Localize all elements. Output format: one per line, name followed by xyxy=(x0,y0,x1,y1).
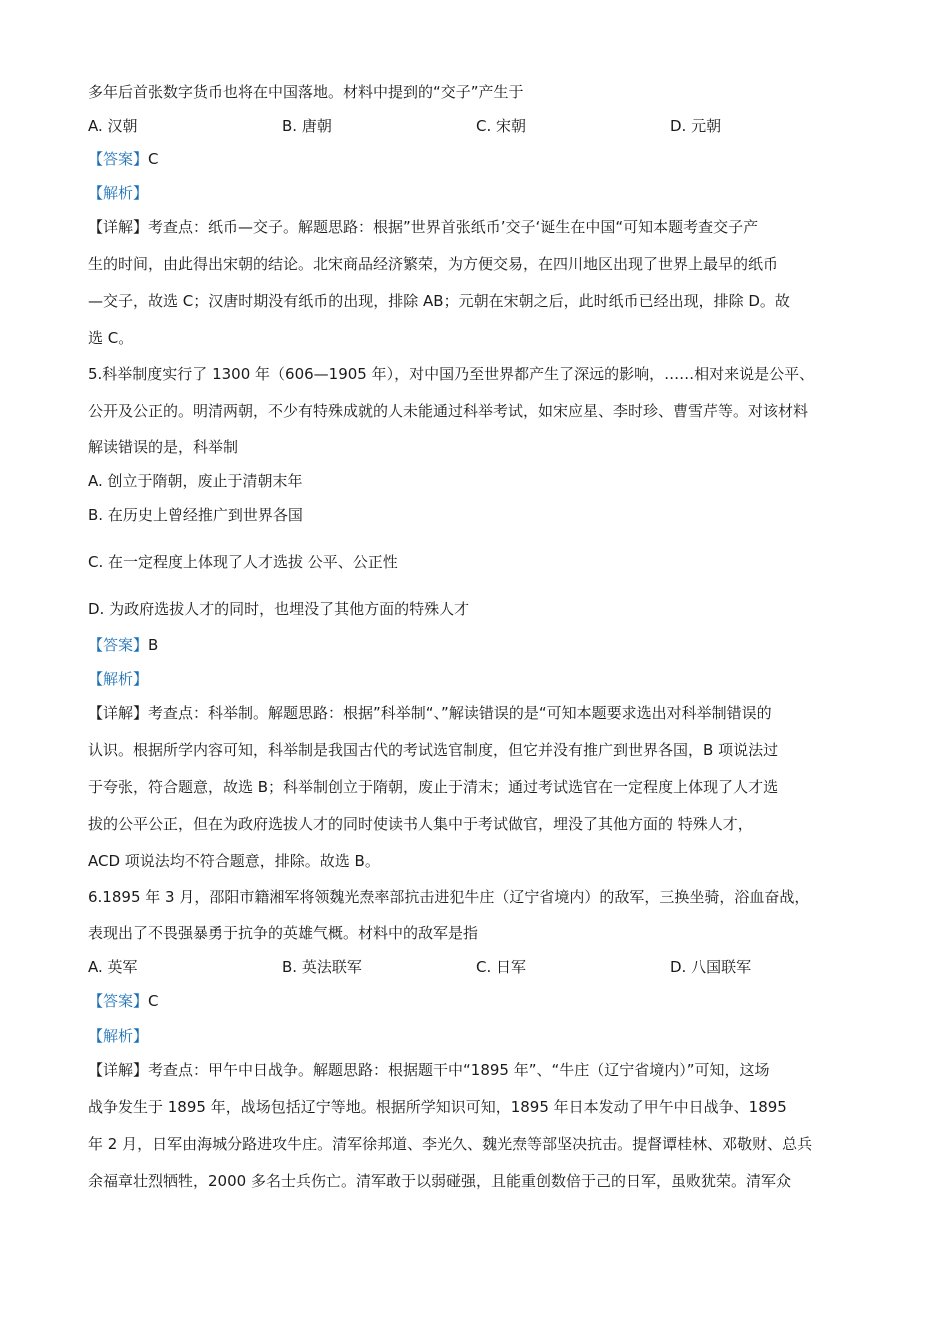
answer-value: C xyxy=(148,150,159,168)
q6-detail-line: 余福章壮烈牺牲，2000 多名士兵伤亡。清军敢于以弱碰强，且能重创数倍于己的日军，虽败犹荣。清军众 xyxy=(88,1172,791,1190)
q4-option-c: C. 宋朝 xyxy=(476,117,527,135)
detail-tag: 【详解】 xyxy=(88,704,149,722)
q6-detail-line: 年 2 月，日军由海城分路进攻牛庄。清军徐邦道、李光久、魏光焘等部坚决抗击。提督谭桂林、邓敬财、总兵 xyxy=(88,1135,813,1153)
q4-option-a: A. 汉朝 xyxy=(88,117,138,135)
answer-value: B xyxy=(148,636,159,654)
detail-text: 考查点：纸币—交子。解题思路：根据”世界首张纸币’交子‘诞生在中国“可知本题考查交子产 xyxy=(148,218,759,236)
answer-tag: 【答案】 xyxy=(88,636,149,654)
q6-option-c: C. 日军 xyxy=(476,958,527,976)
answer-value: C xyxy=(148,992,159,1010)
detail-text: 考查点：甲午中日战争。解题思路：根据题干中“1895 年”、“牛庄（辽宁省境内）”可知，这场 xyxy=(148,1061,770,1079)
answer-tag: 【答案】 xyxy=(88,992,149,1010)
q6-detail-line: 战争发生于 1895 年，战场包括辽宁等地。根据所学知识可知，1895 年日本发动了甲午中日战争、1895 xyxy=(88,1098,787,1116)
detail-text: 考查点：科举制。解题思路：根据”科举制“、”解读错误的是“可知本题要求选出对科举制错误的 xyxy=(148,704,772,722)
q6-option-d: D. 八国联军 xyxy=(670,958,752,976)
q4-answer xyxy=(88,149,872,169)
q6-option-b: B. 英法联军 xyxy=(282,958,362,976)
q6-option-a: A. 英军 xyxy=(88,958,138,976)
q4-detail-line: 生的时间，由此得出宋朝的结论。北宋商品经济繁荣，为方便交易，在四川地区出现了世界上最早的纸币 xyxy=(88,255,779,273)
q4-option-d: D. 元朝 xyxy=(670,117,722,135)
q6-stem-line: 表现出了不畏强暴勇于抗争的英雄气概。材料中的敌军是指 xyxy=(88,924,479,942)
q5-stem-line: 公开及公正的。明清两朝，不少有特殊成就的人未能通过科举考试，如宋应星、李时珍、曹雪芹等。对该材料 xyxy=(88,402,809,420)
q5-analysis-tag: 【解析】 xyxy=(88,670,149,688)
q5-detail-line: ACD 项说法均不符合题意，排除。故选 B。 xyxy=(88,852,380,870)
q4-detail-line: 选 C。 xyxy=(88,329,134,347)
q6-stem-line: 6.1895 年 3 月，邵阳市籍湘军将领魏光焘率部抗击进犯牛庄（辽宁省境内）的敌军，三换坐骑，浴血奋战， xyxy=(88,888,810,906)
answer-tag: 【答案】 xyxy=(88,150,149,168)
q5-option-c: C. 在一定程度上体现了人才选拔 公平、公正性 xyxy=(88,553,398,571)
q5-option-b: B. 在历史上曾经推广到世界各国 xyxy=(88,506,303,524)
q5-stem-line: 5.科举制度实行了 1300 年（606—1905 年），对中国乃至世界都产生了深远的影响，……相对来说是公平、 xyxy=(88,365,815,383)
q5-detail-line: 于夸张，符合题意，故选 B；科举制创立于隋朝，废止于清末；通过考试选官在一定程度上体现了人才选 xyxy=(88,778,779,796)
q5-stem-line: 解读错误的是，科举制 xyxy=(88,438,239,456)
detail-tag: 【详解】 xyxy=(88,1061,149,1079)
q4-detail-line: —交子，故选 C；汉唐时期没有纸币的出现，排除 AB；元朝在宋朝之后，此时纸币已经出现，排除 D。故 xyxy=(88,292,790,310)
q6-detail-line xyxy=(88,1060,872,1080)
q5-detail-line: 认识。根据所学内容可知，科举制是我国古代的考试选官制度，但它并没有推广到世界各国，B 项说法过 xyxy=(88,741,779,759)
q5-option-d: D. 为政府选拔人才的同时，也埋没了其他方面的特殊人才 xyxy=(88,600,470,618)
detail-tag: 【详解】 xyxy=(88,218,149,236)
q5-option-a: A. 创立于隋朝，废止于清朝末年 xyxy=(88,472,303,490)
q5-answer xyxy=(88,635,872,655)
q6-analysis-tag: 【解析】 xyxy=(88,1027,149,1045)
q5-detail-line: 拔的公平公正，但在为政府选拔人才的同时使读书人集中于考试做官，埋没了其他方面的 特殊人才， xyxy=(88,815,753,833)
q4-detail-line xyxy=(88,217,872,237)
q4-analysis-tag: 【解析】 xyxy=(88,184,149,202)
q6-answer xyxy=(88,991,872,1011)
q4-option-b: B. 唐朝 xyxy=(282,117,332,135)
q4-stem: 多年后首张数字货币也将在中国落地。材料中提到的“交子”产生于 xyxy=(88,83,524,101)
q5-detail-line xyxy=(88,703,872,723)
